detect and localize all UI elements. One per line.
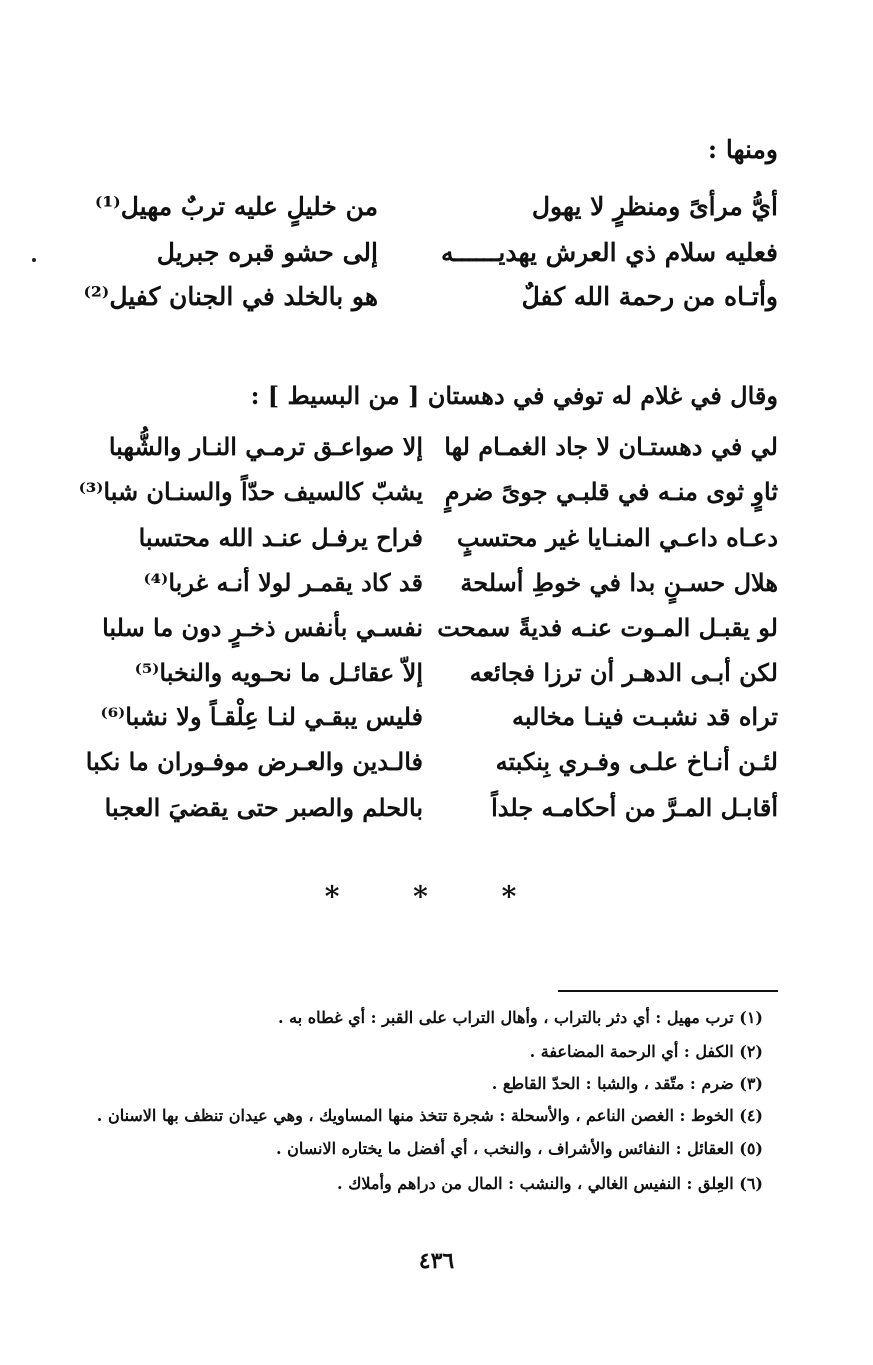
poem2-verse-7 [78, 695, 778, 739]
poem2-verse-9 [78, 786, 778, 830]
poem1-verse-3-second-hemistich: هو بالخلد في الجنان كفيل⁽²⁾ [83, 282, 378, 311]
margin-dot [32, 258, 36, 262]
poem2-verse-7-second-hemistich: فليس يبقـي لنـا عِلْقـاً ولا نشبا⁽⁶⁾ [100, 702, 423, 731]
poem2-verse-3-second-hemistich: فراح يرفـل عنـد الله محتسبا [138, 523, 423, 552]
poem2-verse-3 [78, 516, 778, 560]
poem1-verse-3 [78, 272, 778, 322]
section-separator: * * * [324, 880, 549, 913]
poem2-verse-4-first-hemistich: هلال حسـنٍ بدا في خوطِ أسلحة [460, 568, 778, 597]
poem2-verse-5 [78, 606, 778, 650]
poem2-verse-5-first-hemistich: لو يقبـل المـوت عنـه فديةً سمحت [437, 613, 778, 642]
poem2-verse-2 [78, 470, 778, 514]
poem2-verse-3-first-hemistich: دعـاه داعـي المنـايا غير محتسبٍ [456, 523, 778, 552]
poem1-verse-1-second-hemistich: من خليلٍ عليه تربٌ مهيل⁽¹⁾ [94, 192, 378, 221]
footnote-2: (٢) الكفل : أي الرحمة المضاعفة . [529, 1042, 763, 1061]
footnote-4: (٤) الخوط : الغصن الناعم ، والأسحلة : شجرة تتخذ منها المساويك ، وهي عيدان تنظف بها الاسنان . [96, 1106, 763, 1125]
poem2-verse-1-first-hemistich: لي في دهستـان لا جاد الغمـام لها [444, 432, 778, 461]
poem2-verse-6 [78, 651, 778, 695]
poem2-verse-4-second-hemistich: قد كاد يقمـر لولا أنـه غربا⁽⁴⁾ [143, 568, 423, 597]
poem2-verse-5-second-hemistich: نفسـي بأنفس ذخـرٍ دون ما سلبا [102, 613, 423, 642]
footnote-1: (١) ترب مهيل : أي دثر بالتراب ، وأهال التراب على القبر : أي غطاه به . [278, 1008, 763, 1027]
poem2-verse-9-first-hemistich: أقابـل المـرَّ من أحكامـه جلداً [491, 793, 778, 822]
poem2-verse-6-first-hemistich: لكن أبـى الدهـر أن ترزا فجائعه [469, 658, 778, 687]
poem1-verse-3-first-hemistich: وأتـاه من رحمة الله كفلٌ [521, 282, 778, 311]
footnote-3: (٣) ضرم : متّقد ، والشبا : الحدّ القاطع . [491, 1074, 763, 1093]
poem1-verse-2-second-hemistich: إلى حشو قبره جبريل [156, 238, 378, 267]
poem2-verse-6-second-hemistich: إلاّ عقائـل ما نحـويه والنخبا⁽⁵⁾ [134, 658, 423, 687]
poem1-verse-2-first-hemistich: فعليه سلام ذي العرش يهديــــــه [441, 238, 778, 267]
footnote-5: (٥) العقائل : النفائس والأشراف ، والنخب ، أي أفضل ما يختاره الانسان . [276, 1139, 763, 1158]
intro-line: ومنها : [707, 135, 778, 164]
poem2-verse-8 [78, 740, 778, 784]
poem2-verse-2-second-hemistich: يشبّ كالسيف حدّاً والسنـان شبا⁽³⁾ [78, 477, 423, 506]
section-heading: وقال في غلام له توفي في دهستان [ من البسيط ] : [250, 381, 778, 410]
poem2-verse-8-second-hemistich: فالـدين والعـرض موفـوران ما نكبا [85, 747, 423, 776]
page-number: ٤٣٦ [418, 1248, 455, 1274]
poem1-verse-1-first-hemistich: أيُّ مرأىً ومنظرٍ لا يهول [531, 192, 778, 221]
poem2-verse-8-first-hemistich: لئـن أنـاخ علـى وفـري بِنكبته [495, 747, 778, 776]
poem2-verse-9-second-hemistich: بالحلم والصبر حتى يقضيَ العجبا [104, 793, 423, 822]
poem1-verse-1 [78, 182, 778, 232]
poem2-verse-1-second-hemistich: إلا صواعـق ترمـي النـار والشُّهبا [108, 432, 423, 461]
poem2-verse-2-first-hemistich: ثاوٍ ثوى منـه في قلبـي جوىً ضرمٍ [444, 477, 778, 506]
poem1-verse-2 [78, 228, 778, 278]
poem2-verse-4 [78, 561, 778, 605]
poem2-verse-7-first-hemistich: تراه قد نشبـت فينـا مخالبه [512, 702, 778, 731]
footnote-6: (٦) العِلق : النفيس الغالي ، والنشب : المال من دراهم وأملاك . [337, 1174, 763, 1193]
footnote-rule [558, 990, 778, 992]
poem2-verse-1 [78, 425, 778, 469]
